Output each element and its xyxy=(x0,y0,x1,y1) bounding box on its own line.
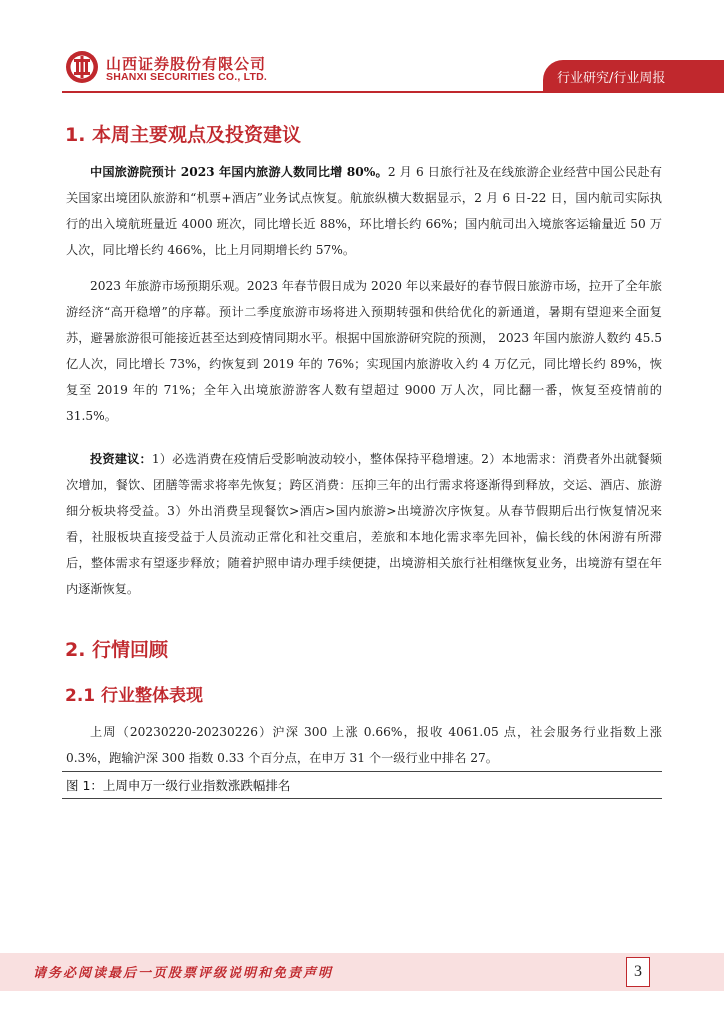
company-name-cn: 山西证券股份有限公司 xyxy=(106,55,267,73)
paragraph-market-outlook: 2023 年旅游市场预期乐观。2023 年春节假日成为 2020 年以来最好的春节假日旅游市场，拉开了全年旅游经济“高开稳增”的序幕。预计二季度旅游市场将进入预期转强和供给优化的新通道，暑期有望迎来全面复苏，避暑旅游很可能接近甚至达到疫情同期水平。根据中国旅游研究院的预测， 2023 年国内旅游人数约 45.5 亿人次，同比增长 73%，约恢复到 2019 年的 76%；实现国内旅游收入约 4 万亿元，同比增长约 89%，恢复至 2019 年的 71%；全年入出境旅游游客人数有望超过 9000 万人次，同比翻一番，恢复至疫情前的 31.5%。 xyxy=(66,279,662,423)
paragraph-body: 1）必选消费在疫情后受影响波动较小，整体保持平稳增速。2）本地需求：消费者外出就餐频次增加，餐饮、团膳等需求将率先恢复；跨区消费：压抑三年的出行需求将逐渐得到释放，交运、酒店、旅游细分板块将受益。3）外出消费呈现餐饮>酒店>国内旅游>出境游次序恢复。从春节假期后出行恢复情况来看，社服板块直接受益于人员流动正常化和社交重启，差旅和本地化需求率先回补，偏长线的休闲游有所滞后，整体需求有望逐步释放；随着护照申请办理手续便捷，出境游相关旅行社相继恢复业务，出境游有望在年内逐渐恢复。 xyxy=(66,452,662,596)
paragraph-body: 2 月 6 日旅行社及在线旅游企业经营中国公民赴有关国家出境团队旅游和“机票+酒店”业务试点恢复。航旅纵横大数据显示，2 月 6 日-22 日，国内航司实际执行的出入境航班量近 4000 班次，同比增长近 88%，环比增长约 66%；国内航司出入境旅客运输量近 50 万人次，同比增长约 466%，比上月同期增长约 57%。 xyxy=(66,165,662,257)
paragraph-weekly-performance: 上周（20230220-20230226）沪深 300 上涨 0.66%，报收 4061.05 点，社会服务行业指数上涨 0.3%，跑输沪深 300 指数 0.33 个百分点，在申万 31 个一级行业中排名 27。 xyxy=(66,725,662,765)
figure-title: 图 1：上周申万一级行业指数涨跌幅排名 xyxy=(66,778,291,793)
footer-disclaimer: 请务必阅读最后一页股票评级说明和免责声明 xyxy=(33,966,334,981)
shanxi-securities-logo-icon xyxy=(65,50,99,84)
section-2-title: 2. 行情回顾 xyxy=(65,639,169,661)
report-type-tab xyxy=(543,60,724,93)
header-divider xyxy=(62,91,724,93)
figure-bottom-rule xyxy=(62,798,662,799)
subsection-2-1-title: 2.1 行业整体表现 xyxy=(65,686,204,706)
page-number: 3 xyxy=(626,957,650,987)
company-name-en: SHANXI SECURITIES CO., LTD. xyxy=(106,71,267,83)
page-header xyxy=(0,0,724,100)
paragraph-investment-advice xyxy=(66,446,662,602)
paragraph-lead: 投资建议： xyxy=(90,452,152,466)
report-type-label: 行业研究/行业周报 xyxy=(557,71,666,86)
section-1-title: 1. 本周主要观点及投资建议 xyxy=(65,124,302,146)
figure-top-rule xyxy=(62,771,662,772)
paragraph-tourism-forecast xyxy=(66,159,662,263)
paragraph-lead: 中国旅游院预计 2023 年国内旅游人数同比增 80%。 xyxy=(90,165,388,179)
